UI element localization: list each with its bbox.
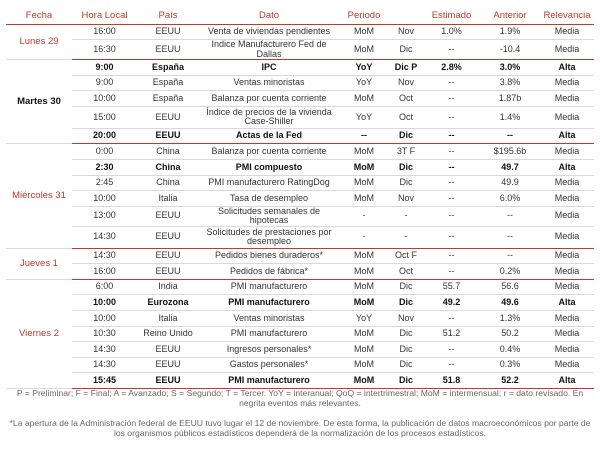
period-type-cell: YoY [339, 59, 389, 75]
relevance-cell: Media [540, 206, 594, 226]
table-row [6, 24, 594, 40]
previous-cell: 6.0% [480, 191, 540, 207]
table-row [6, 295, 594, 311]
indicator-cell: PMI manufacturero [199, 326, 339, 342]
relevance-cell: Media [540, 310, 594, 326]
previous-cell: 0.2% [480, 264, 540, 280]
table-row [6, 91, 594, 107]
country-cell: China [137, 144, 199, 160]
previous-cell: 0.3% [480, 357, 540, 373]
period-type-cell: YoY [339, 310, 389, 326]
period-type-cell: MoM [339, 264, 389, 280]
previous-cell: 49.7 [480, 159, 540, 175]
relevance-cell: Alta [540, 373, 594, 389]
indicator-cell: Balanza por cuenta corriente [199, 91, 339, 107]
time-cell: 10:00 [72, 91, 137, 107]
estimate-cell: -- [423, 40, 480, 60]
table-row [6, 128, 594, 144]
time-cell: 14:30 [72, 248, 137, 264]
indicator-cell: Solicitudes de prestaciones por desempleo [199, 226, 339, 248]
country-cell: España [137, 91, 199, 107]
estimate-cell: -- [423, 191, 480, 207]
indicator-cell: PMI manufacturero RatingDog [199, 175, 339, 191]
previous-cell: 49.6 [480, 295, 540, 311]
period-cell: Dic [389, 342, 423, 358]
country-cell: EEUU [137, 206, 199, 226]
previous-cell: 1.87b [480, 91, 540, 107]
col-header-dato: Dato [199, 7, 339, 24]
estimate-cell: -- [423, 264, 480, 280]
country-cell: EEUU [137, 106, 199, 128]
day-label: Viernes 2 [6, 279, 72, 388]
estimate-cell: -- [423, 357, 480, 373]
period-cell: Dic [389, 159, 423, 175]
previous-cell: 3.0% [480, 59, 540, 75]
table-row [6, 373, 594, 389]
previous-cell: 52.2 [480, 373, 540, 389]
estimate-cell: -- [423, 106, 480, 128]
estimate-cell: 1.0% [423, 24, 480, 40]
estimate-cell: -- [423, 159, 480, 175]
col-header-hora: Hora Local [72, 7, 137, 24]
period-type-cell: MoM [339, 326, 389, 342]
period-cell: Oct F [389, 248, 423, 264]
period-cell: Oct [389, 91, 423, 107]
table-row [6, 144, 594, 160]
country-cell: EEUU [137, 357, 199, 373]
time-cell: 16:30 [72, 40, 137, 60]
economic-calendar-table [6, 7, 594, 389]
day-label: Jueves 1 [6, 248, 72, 279]
table-row [6, 191, 594, 207]
table-row [6, 310, 594, 326]
day-label: Martes 30 [6, 59, 72, 143]
estimate-cell: -- [423, 75, 480, 91]
table-row [6, 248, 594, 264]
period-cell: 3T F [389, 144, 423, 160]
relevance-cell: Media [540, 357, 594, 373]
table-row [6, 59, 594, 75]
period-cell: Nov [389, 75, 423, 91]
relevance-cell: Media [540, 279, 594, 295]
relevance-cell: Alta [540, 295, 594, 311]
time-cell: 13:00 [72, 206, 137, 226]
period-cell: Nov [389, 191, 423, 207]
col-header-periodo: Periodo [339, 7, 389, 24]
period-type-cell: MoM [339, 159, 389, 175]
period-cell: Dic P [389, 59, 423, 75]
col-header-estimado: Estimado [423, 7, 480, 24]
estimate-cell: 51.8 [423, 373, 480, 389]
estimate-cell: -- [423, 342, 480, 358]
time-cell: 2:45 [72, 175, 137, 191]
estimate-cell: 49.2 [423, 295, 480, 311]
period-type-cell: MoM [339, 91, 389, 107]
table-row [6, 175, 594, 191]
country-cell: EEUU [137, 264, 199, 280]
previous-cell: -- [480, 128, 540, 144]
country-cell: EEUU [137, 128, 199, 144]
country-cell: España [137, 59, 199, 75]
period-cell: Dic [389, 357, 423, 373]
time-cell: 15:45 [72, 373, 137, 389]
table-row [6, 342, 594, 358]
relevance-cell: Media [540, 264, 594, 280]
col-header-anterior: Anterior [480, 7, 540, 24]
period-cell: - [389, 226, 423, 248]
period-cell: Dic [389, 175, 423, 191]
previous-cell: $195.6b [480, 144, 540, 160]
header-row [6, 7, 594, 24]
country-cell: EEUU [137, 24, 199, 40]
relevance-cell: Alta [540, 128, 594, 144]
time-cell: 9:00 [72, 75, 137, 91]
relevance-cell: Media [540, 226, 594, 248]
indicator-cell: Índice de precios de la vivienda Case-Shiller [199, 106, 339, 128]
previous-cell: 49.9 [480, 175, 540, 191]
time-cell: 10:00 [72, 295, 137, 311]
previous-cell: -- [480, 226, 540, 248]
previous-cell: 1.9% [480, 24, 540, 40]
estimate-cell: 55.7 [423, 279, 480, 295]
indicator-cell: PMI manufacturero [199, 295, 339, 311]
relevance-cell: Media [540, 248, 594, 264]
period-type-cell: MoM [339, 342, 389, 358]
estimate-cell: -- [423, 91, 480, 107]
indicator-cell: PMI manufacturero [199, 373, 339, 389]
table-row [6, 326, 594, 342]
previous-cell: -10.4 [480, 40, 540, 60]
period-cell: Nov [389, 24, 423, 40]
table-row [6, 206, 594, 226]
country-cell: EEUU [137, 226, 199, 248]
time-cell: 0:00 [72, 144, 137, 160]
time-cell: 14:30 [72, 357, 137, 373]
relevance-cell: Media [540, 91, 594, 107]
time-cell: 14:30 [72, 226, 137, 248]
previous-cell: 0.4% [480, 342, 540, 358]
time-cell: 16:00 [72, 24, 137, 40]
country-cell: China [137, 175, 199, 191]
previous-cell: -- [480, 206, 540, 226]
indicator-cell: Venta de viviendas pendientes [199, 24, 339, 40]
indicator-cell: PMI compuesto [199, 159, 339, 175]
period-type-cell: MoM [339, 40, 389, 60]
period-type-cell: YoY [339, 106, 389, 128]
period-type-cell: MoM [339, 295, 389, 311]
indicator-cell: Tasa de desempleo [199, 191, 339, 207]
country-cell: Reino Unido [137, 326, 199, 342]
indicator-cell: Pedidos de fábrica* [199, 264, 339, 280]
indicator-cell: Índice Manufacturero Fed de Dallas [199, 40, 339, 60]
previous-cell: 1.3% [480, 310, 540, 326]
estimate-cell: -- [423, 128, 480, 144]
period-cell: Nov [389, 310, 423, 326]
period-type-cell: YoY [339, 75, 389, 91]
period-type-cell: - [339, 226, 389, 248]
previous-cell: 56.6 [480, 279, 540, 295]
time-cell: 20:00 [72, 128, 137, 144]
previous-cell: 3.8% [480, 75, 540, 91]
estimate-cell: -- [423, 226, 480, 248]
country-cell: EEUU [137, 342, 199, 358]
period-type-cell: MoM [339, 191, 389, 207]
period-cell: Dic [389, 40, 423, 60]
period-cell: - [389, 206, 423, 226]
estimate-cell: -- [423, 144, 480, 160]
period-type-cell: MoM [339, 373, 389, 389]
indicator-cell: PMI manufacturero [199, 279, 339, 295]
previous-cell: -- [480, 248, 540, 264]
col-header-relevancia: Relevancia [540, 7, 594, 24]
indicator-cell: Balanza por cuenta corriente [199, 144, 339, 160]
col-header-fecha: Fecha [6, 7, 72, 24]
time-cell: 10:00 [72, 191, 137, 207]
relevance-cell: Media [540, 175, 594, 191]
relevance-cell: Media [540, 75, 594, 91]
estimate-cell: -- [423, 310, 480, 326]
estimate-cell: -- [423, 248, 480, 264]
indicator-cell: Pedidos bienes duraderos* [199, 248, 339, 264]
estimate-cell: -- [423, 206, 480, 226]
period-type-cell: MoM [339, 24, 389, 40]
period-cell: Dic [389, 326, 423, 342]
period-cell: Dic [389, 295, 423, 311]
time-cell: 15:00 [72, 106, 137, 128]
estimate-cell: 2.8% [423, 59, 480, 75]
previous-cell: 50.2 [480, 326, 540, 342]
time-cell: 9:00 [72, 59, 137, 75]
table-row [6, 75, 594, 91]
country-cell: EEUU [137, 40, 199, 60]
indicator-cell: Ventas minoristas [199, 75, 339, 91]
relevance-cell: Media [540, 24, 594, 40]
table-row [6, 106, 594, 128]
relevance-cell: Alta [540, 159, 594, 175]
day-label: Lunes 29 [6, 24, 72, 59]
relevance-cell: Media [540, 106, 594, 128]
indicator-cell: Gastos personales* [199, 357, 339, 373]
country-cell: India [137, 279, 199, 295]
time-cell: 10:00 [72, 310, 137, 326]
period-cell: Oct [389, 106, 423, 128]
indicator-cell: Ingresos personales* [199, 342, 339, 358]
calendar-body [6, 24, 594, 388]
table-row [6, 40, 594, 60]
time-cell: 2:30 [72, 159, 137, 175]
country-cell: España [137, 75, 199, 91]
period-type-cell: MoM [339, 357, 389, 373]
estimate-cell: 51.2 [423, 326, 480, 342]
country-cell: EEUU [137, 248, 199, 264]
relevance-cell: Alta [540, 59, 594, 75]
period-type-cell: - [339, 206, 389, 226]
time-cell: 10:30 [72, 326, 137, 342]
period-cell: Dic [389, 373, 423, 389]
period-type-cell: MoM [339, 144, 389, 160]
footnote: *La apertura de la Administración federal de EEUU tuvo lugar el 12 de noviembre. De esta forma, la publicación de datos macroeconómicos por parte de los organismos públicos estadísticos dependerá de la normalización de los procesos estadísticos. [9, 418, 591, 439]
legend-note: P = Preliminar; F = Final; A = Avanzado; S = Segundo; T = Tercer. YoY = interanual; QoQ = intertrimestral; MoM = intermensual; r = dato revisado. En negrita eventos más relevantes. [16, 388, 584, 409]
period-cell: Dic [389, 128, 423, 144]
indicator-cell: Solicitudes semanales de hipotecas [199, 206, 339, 226]
period-type-cell: MoM [339, 248, 389, 264]
period-type-cell: MoM [339, 175, 389, 191]
indicator-cell: IPC [199, 59, 339, 75]
estimate-cell: -- [423, 175, 480, 191]
country-cell: Eurozona [137, 295, 199, 311]
time-cell: 6:00 [72, 279, 137, 295]
relevance-cell: Media [540, 191, 594, 207]
relevance-cell: Media [540, 144, 594, 160]
relevance-cell: Media [540, 342, 594, 358]
relevance-cell: Media [540, 40, 594, 60]
relevance-cell: Media [540, 326, 594, 342]
period-cell: Dic [389, 279, 423, 295]
country-cell: China [137, 159, 199, 175]
table-row [6, 226, 594, 248]
table-row [6, 279, 594, 295]
time-cell: 16:00 [72, 264, 137, 280]
day-label: Miércoles 31 [6, 144, 72, 248]
period-type-cell: MoM [339, 279, 389, 295]
table-row [6, 159, 594, 175]
table-row [6, 357, 594, 373]
country-cell: Italia [137, 191, 199, 207]
time-cell: 14:30 [72, 342, 137, 358]
col-header-pais: País [137, 7, 199, 24]
col-header-periodo-detail [389, 7, 423, 24]
indicator-cell: Actas de la Fed [199, 128, 339, 144]
period-type-cell: -- [339, 128, 389, 144]
previous-cell: 1.4% [480, 106, 540, 128]
indicator-cell: Ventas minoristas [199, 310, 339, 326]
period-cell: Oct [389, 264, 423, 280]
country-cell: Italia [137, 310, 199, 326]
country-cell: EEUU [137, 373, 199, 389]
table-row [6, 264, 594, 280]
